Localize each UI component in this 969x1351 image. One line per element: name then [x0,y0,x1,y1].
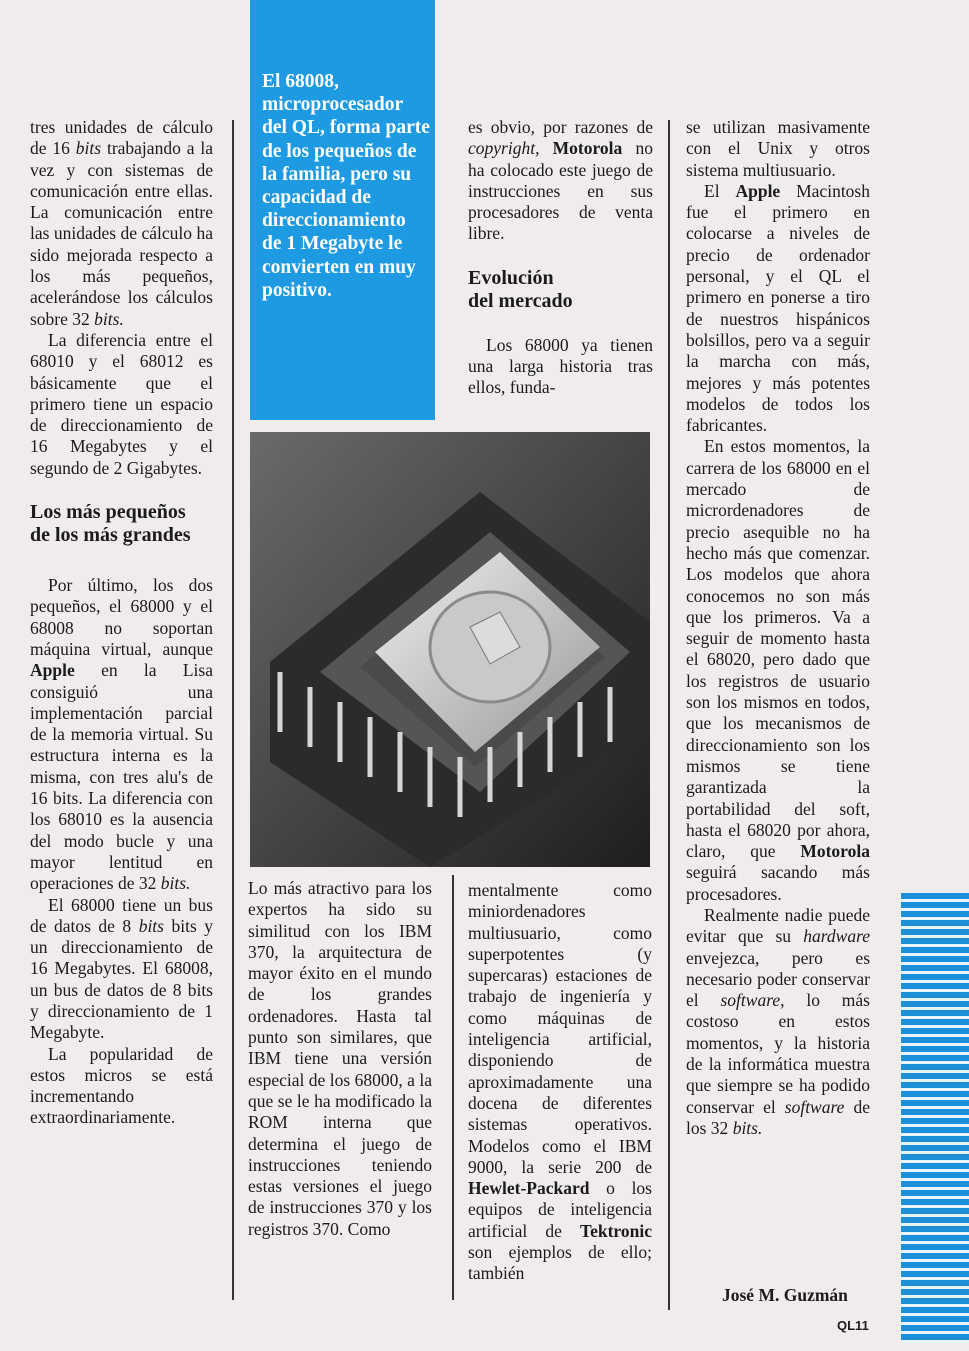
column-rule [668,120,670,1310]
page-number: QL11 [837,1318,869,1333]
paragraph: El 68000 tiene un bus de datos de 8 bits bits y un direccionamiento de 16 Megabytes. El 68008, un bus de datos de 8 bits y direccionamiento de 1 Megabyte. [30,894,213,1043]
paragraph: El Apple Macintosh fue el primero en colocarse a niveles de precio de ordenador personal, y el QL el primero en ponerse a tiro de nuestros hispánicos bolsillos, pero va a seguir la marcha con más, mejores y más potentes modelos de todos los fabricantes. [686,180,870,436]
chip-illustration [250,432,650,867]
paragraph: La popularidad de estos micros se está incrementando extraordinariamente. [30,1043,213,1128]
paragraph: En estos momentos, la carrera de los 68000 en el mercado de micrordenadores de precio asequible no ha hecho más que comenzar. Los modelos que ahora conocemos no son más que los primeros. Va a seguir de momento hasta el 68020, pero dado que los registros de usuario son los mismos en todos, que los mecanismos de direccionamiento son los mismos se tiene garantizada la portabilidad del soft, hasta el 68020 por ahora, claro, que Motorola seguirá sacando más procesadores. [686,436,870,904]
paragraph: tres unidades de cálculo de 16 bits trabajando a la vez y con sistemas de comunicación entre ellas. La comunicación entre las unidades de cálculo ha sido mejorada respecto a los más pequeños, acelerándose los cálculos sobre 32 bits. [30,117,213,329]
paragraph: Lo más atractivo para los expertos ha sido su similitud con los IBM 370, la arquitectura de mayor éxito en el mundo de los grandes ordenadores. Hasta tal punto son similares, que IBM tiene una versión especial de los 68000, a la que se le ha modificado la ROM interna que determina el juego de instrucciones teniendo estas versiones el juego de instrucciones 370 y los registros 370. Como [248,878,432,1239]
column-4 [686,117,870,1139]
paragraph: Los 68000 ya tienen una larga historia tras ellos, funda- [468,334,653,398]
section-heading: Los más pequeños de los más grandes [30,501,191,547]
paragraph: se utilizan masivamente con el Unix y otros sistema multiusuario. [686,117,870,180]
chip-photo [250,432,650,867]
column-rule [452,875,454,1300]
column-3-bottom [468,880,652,1285]
paragraph: es obvio, por razones de copyright, Motorola no ha colocado este juego de instrucciones en sus procesadores de venta libre. [468,117,653,244]
author-signature: José M. Guzmán [722,1285,848,1305]
column-rule [232,120,234,1300]
column-2-bottom [248,878,432,1240]
pull-quote: El 68008, microprocesador del QL, forma parte de los pequeños de la familia, pero su capacidad de direccionamiento de 1 Megabyte le convierten en muy positivo. [262,71,430,301]
paragraph: La diferencia entre el 68010 y el 68012 es básicamente que el primero tiene un espacio de direccionamiento de 16 Megabytes y el segundo de 2 Gigabytes. [30,329,213,478]
column-3-top [468,117,653,399]
paragraph: Realmente nadie puede evitar que su hardware envejezca, pero es necesario poder conservar el software, lo más costoso en estos momentos, y la historia de la informática muestra que siempre se ha podido conservar el software de los 32 bits. [686,904,870,1138]
section-heading: Evolución del mercado [468,266,573,312]
decorative-stripes [901,893,969,1343]
paragraph: Por último, los dos pequeños, el 68000 y el 68008 no soportan máquina virtual, aunque Apple en la Lisa consiguió una implementación parcial de la memoria virtual. Su estructura interna es la misma, con tres alu's de 16 bits. La diferencia con los 68010 es la ausencia del modo bucle y una mayor lentitud en operaciones de 32 bits. [30,575,213,894]
pull-quote-box [250,0,435,420]
column-1 [30,117,213,1129]
paragraph: mentalmente como miniordenadores multiusuario, como superpotentes (y supercaras) estaciones de trabajo de ingeniería y como máquinas de inteligencia artificial, disponiendo de aproximadamente una docena de diferentes sistemas operativos. Modelos como el IBM 9000, la serie 200 de Hewlet-Packard o los equipos de inteligencia artificial de Tektronic son ejemplos de ello; también [468,880,652,1284]
